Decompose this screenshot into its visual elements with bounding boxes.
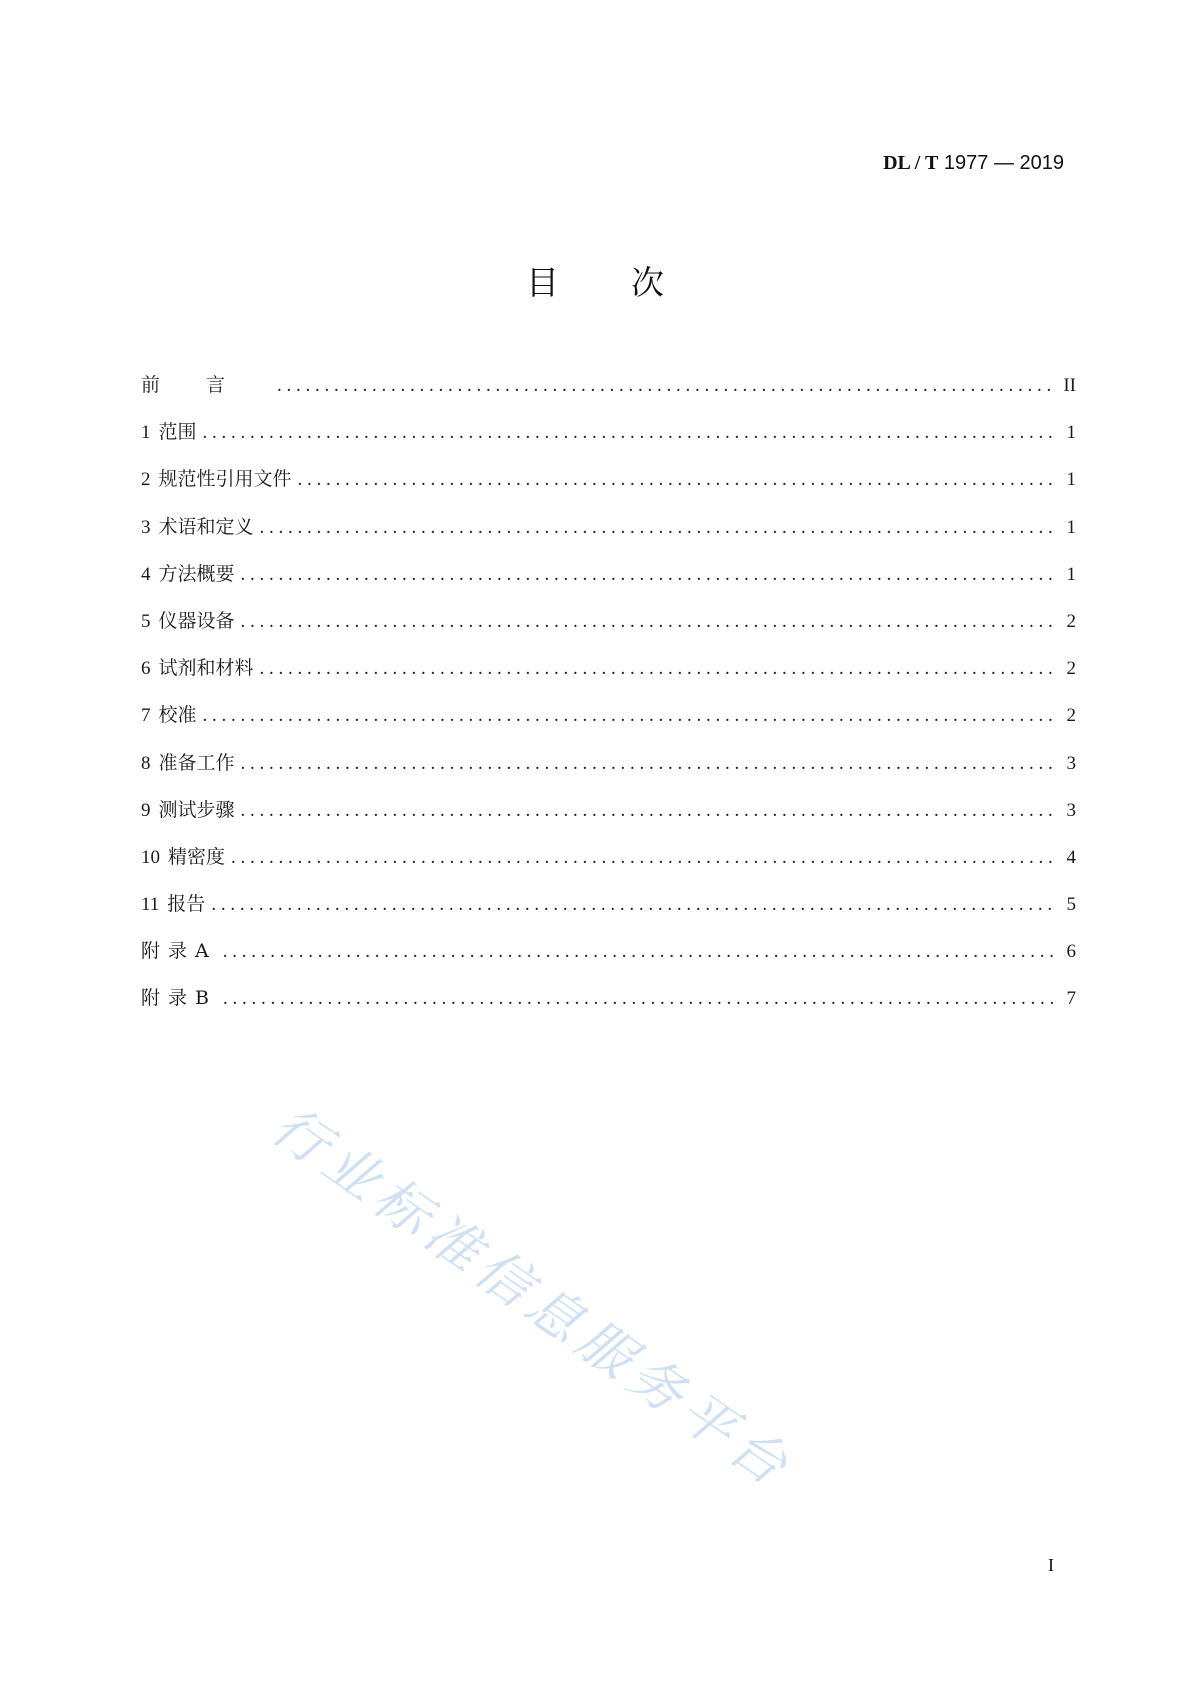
toc-entry-normative-references[interactable] xyxy=(141,466,1076,513)
toc-entry-label: 4 方法概要 xyxy=(141,562,235,585)
toc-leader xyxy=(241,751,1056,777)
toc-entry-appendix-b[interactable] xyxy=(141,985,1076,1032)
toc-entry-label: 7 校准 xyxy=(141,704,197,727)
toc-entry-calibration[interactable] xyxy=(141,702,1076,749)
toc-entry-page: 3 xyxy=(1066,799,1076,821)
toc-entry-apparatus[interactable] xyxy=(141,608,1076,655)
toc-entry-method-summary[interactable] xyxy=(141,561,1076,608)
page-title-char-2: 次 xyxy=(631,263,664,302)
toc-leader xyxy=(203,420,1056,446)
standard-prefix: DL / T xyxy=(883,152,939,174)
toc-entry-page: 4 xyxy=(1066,846,1076,868)
toc-leader xyxy=(277,373,1056,399)
standard-code: 1977 — 2019 xyxy=(943,152,1064,174)
toc-entry-label: 8 准备工作 xyxy=(141,751,235,774)
toc-entry-page: 6 xyxy=(1066,941,1076,963)
toc-entry-page: 1 xyxy=(1066,516,1076,538)
page-number: I xyxy=(1048,1555,1054,1575)
toc-entry-page: 5 xyxy=(1066,894,1076,916)
toc-entry-foreword[interactable] xyxy=(141,372,1076,419)
toc-entry-label: 1 范围 xyxy=(141,421,197,444)
toc-leader xyxy=(241,562,1056,588)
toc-entry-page: 1 xyxy=(1066,469,1076,491)
toc-leader xyxy=(260,515,1056,541)
table-of-contents xyxy=(141,372,1076,1033)
toc-entry-page: 2 xyxy=(1066,658,1076,680)
toc-leader xyxy=(231,845,1056,871)
page-title-char-1: 目 xyxy=(526,263,559,302)
toc-leader xyxy=(203,703,1056,729)
toc-entry-page: 1 xyxy=(1066,422,1076,444)
toc-entry-label: 前言 xyxy=(141,374,272,396)
toc-leader xyxy=(241,609,1056,635)
toc-entry-reagents[interactable] xyxy=(141,655,1076,702)
toc-entry-label: 附录B xyxy=(141,987,217,1010)
watermark: 行业标准信息服务平台 xyxy=(260,1093,805,1502)
toc-entry-label: 9 测试步骤 xyxy=(141,798,235,821)
toc-entry-scope[interactable] xyxy=(141,419,1076,466)
toc-entry-test-procedure[interactable] xyxy=(141,797,1076,844)
standard-number xyxy=(883,152,1064,175)
toc-entry-label: 5 仪器设备 xyxy=(141,609,235,632)
toc-entry-terms-definitions[interactable] xyxy=(141,514,1076,561)
toc-entry-page: 2 xyxy=(1066,705,1076,727)
toc-entry-label: 11 报告 xyxy=(141,893,206,916)
toc-leader xyxy=(223,986,1056,1012)
toc-entry-page: 2 xyxy=(1066,610,1076,632)
toc-entry-page: 3 xyxy=(1066,752,1076,774)
toc-entry-page: 1 xyxy=(1066,563,1076,585)
page-title xyxy=(0,257,1190,304)
toc-entry-preparation[interactable] xyxy=(141,750,1076,797)
toc-entry-label: 6 试剂和材料 xyxy=(141,657,254,680)
toc-entry-label: 3 术语和定义 xyxy=(141,515,254,538)
toc-leader xyxy=(298,467,1056,493)
toc-leader xyxy=(260,656,1056,682)
toc-entry-precision[interactable] xyxy=(141,844,1076,891)
toc-entry-page: II xyxy=(1063,375,1076,396)
toc-entry-label: 附录A xyxy=(141,940,217,963)
toc-entry-appendix-a[interactable] xyxy=(141,938,1076,985)
toc-entry-label: 10 精密度 xyxy=(141,845,226,868)
toc-entry-label: 2 规范性引用文件 xyxy=(141,468,292,491)
toc-leader xyxy=(223,939,1056,965)
toc-entry-page: 7 xyxy=(1066,988,1076,1010)
toc-entry-report[interactable] xyxy=(141,891,1076,938)
toc-leader xyxy=(241,798,1056,824)
toc-leader xyxy=(211,892,1056,918)
